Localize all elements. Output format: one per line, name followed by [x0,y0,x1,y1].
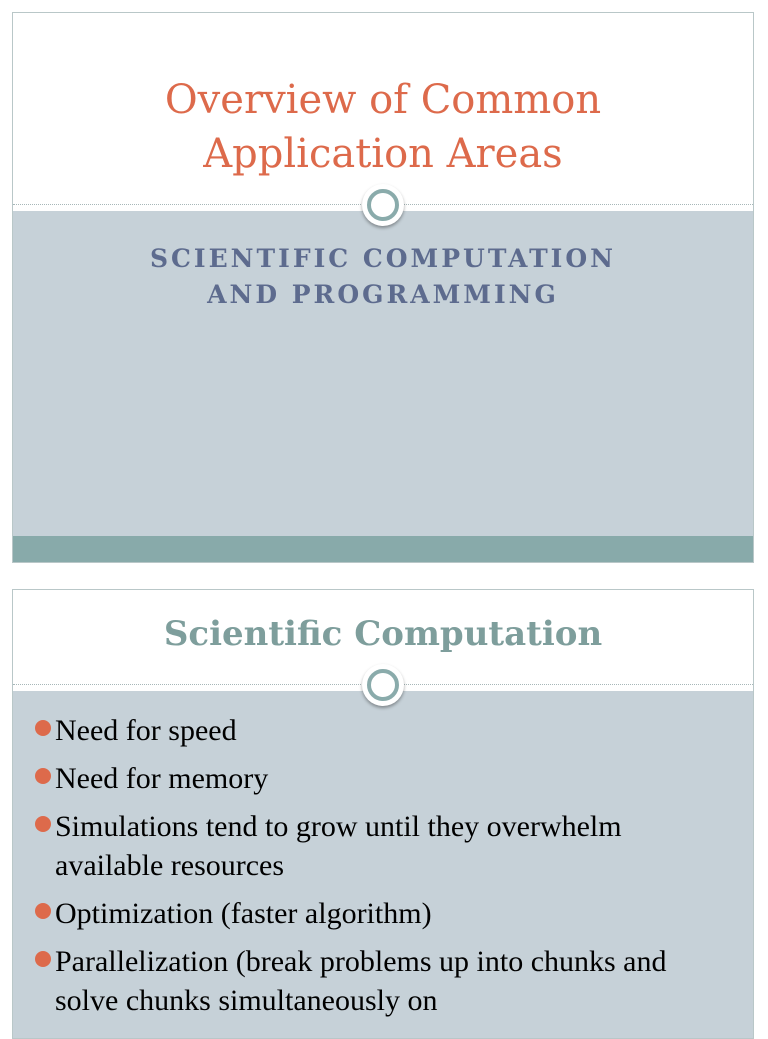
dot-icon [35,816,51,832]
title-area [13,13,753,205]
title-line: Application Areas [203,131,563,177]
subtitle-line: SCIENTIFIC COMPUTATION [149,244,617,273]
dot-icon [35,951,51,967]
slide-2 [12,589,754,1039]
bullet-text: Need for memory [55,762,269,795]
bullet-item [55,711,733,750]
bullet-item [55,807,733,885]
dot-icon [35,903,51,919]
slide-title: Scientific Computation [163,614,603,654]
title-line: Overview of Common [164,77,602,123]
bullet-item [55,894,733,933]
bullet-item [55,759,733,798]
bullet-text: Parallelization (break problems up into chunks and solve chunks simultaneously on [55,945,667,1017]
bullet-text: Simulations tend to grow until they overwhelm available resources [55,810,622,882]
bullet-text: Need for speed [55,714,237,747]
content-panel [13,211,753,536]
bullet-item [55,942,733,1020]
content-panel [13,691,753,1038]
slide-title [13,13,753,181]
dot-icon [35,768,51,784]
ring-icon [362,184,404,226]
bullet-text: Optimization (faster algorithm) [55,897,432,930]
bullet-list [13,691,753,1020]
footer-bar [13,536,753,562]
subtitle-line: AND PROGRAMMING [207,280,559,309]
dot-icon [35,720,51,736]
ring-icon [362,664,404,706]
slide-1 [12,12,754,563]
slide-subtitle [13,211,753,313]
